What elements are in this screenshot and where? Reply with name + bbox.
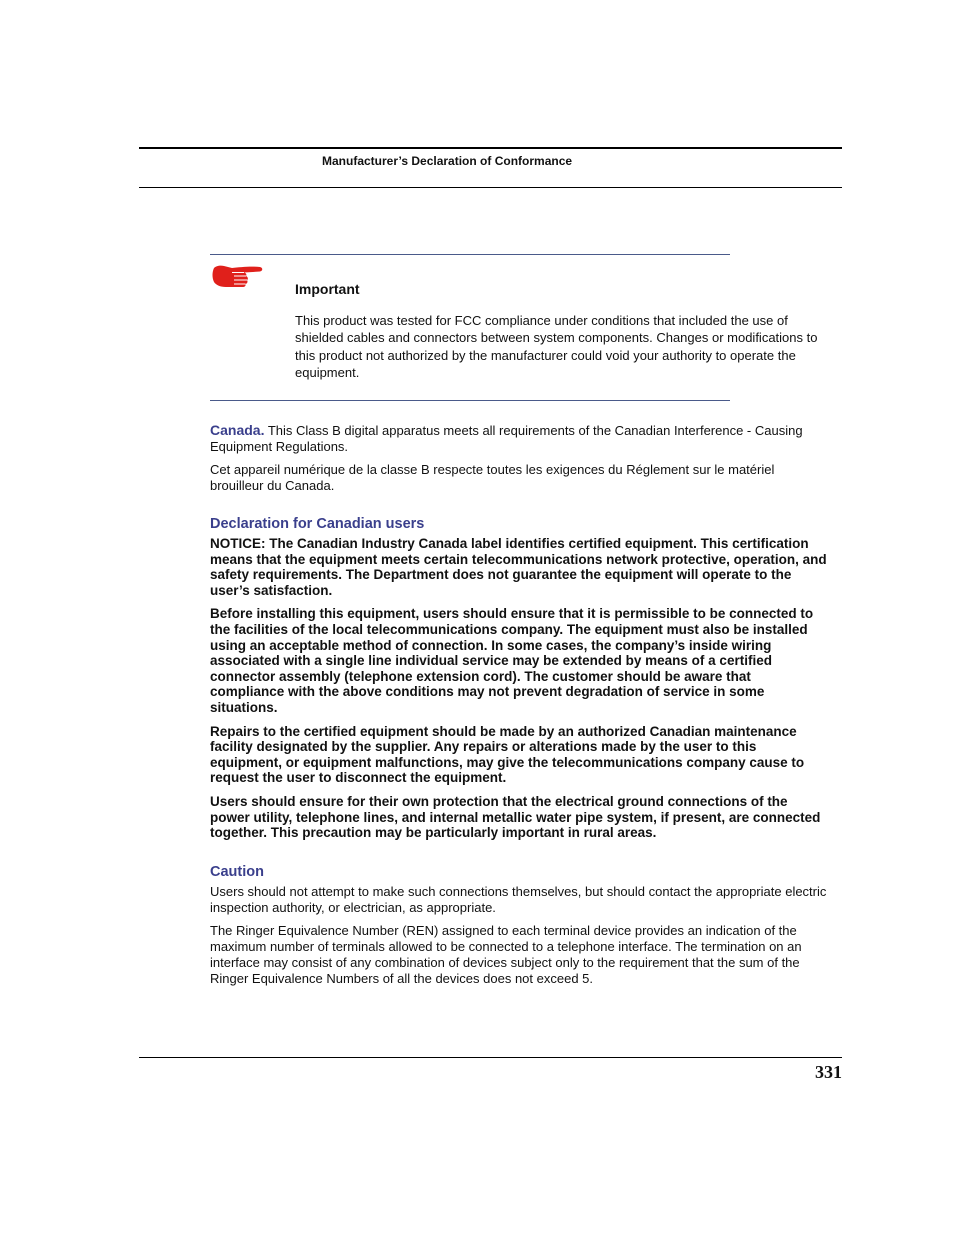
declaration-section <box>210 516 828 849</box>
canada-section <box>210 422 828 501</box>
important-title: Important <box>295 281 360 297</box>
running-head: Manufacturer’s Declaration of Conformance <box>322 154 573 168</box>
declaration-notice-paragraph: NOTICE: The Canadian Industry Canada label identifies certified equipment. This certification means that the equipment meets certain telecommunications network protective, operation, and safety requirements. The Department does not guarantee the equipment will operate to the user’s satisfaction. <box>210 536 827 598</box>
canada-run-in-heading: Canada. <box>210 422 265 438</box>
declaration-grounding-paragraph: Users should ensure for their own protection that the electrical ground connections of the power utility, telephone lines, and internal metallic water pipe system, if present, are connected together. This precaution may be particularly important in rural areas. <box>210 793 821 841</box>
caution-section <box>210 864 828 994</box>
canada-paragraph <box>210 422 828 455</box>
note-rule-top <box>210 254 730 255</box>
caution-heading: Caution <box>210 864 264 880</box>
header-rule-thick <box>139 147 842 149</box>
page-number: 331 <box>815 1062 842 1082</box>
note-rule-bottom <box>210 400 730 401</box>
footer-rule <box>139 1057 842 1058</box>
pointing-hand-icon <box>210 262 264 288</box>
declaration-repairs-paragraph: Repairs to the certified equipment should be made by an authorized Canadian maintenance facility designated by the supplier. Any repairs or alterations made by the user to this equipment, or equipment malfunctions, may give the telecommunications company cause to request the user to disconnect the equipment. <box>210 723 805 786</box>
caution-ren-paragraph: The Ringer Equivalence Number (REN) assigned to each terminal device provides an indication of the maximum number of terminals allowed to be connected to a telephone interface. The termination on an interface may consist of any combination of devices subject only to the requirement that the sum of the Ringer Equivalence Numbers of all the devices does not exceed 5. <box>210 923 802 986</box>
important-text: This product was tested for FCC compliance under conditions that included the use of shielded cables and connectors between system components. Changes or modifications to this product not authorized by the manufacturer could void your authority to operate the equipment. <box>295 313 818 381</box>
canada-french-paragraph: Cet appareil numérique de la classe B respecte toutes les exigences du Réglement sur le matériel brouilleur du Canada. <box>210 462 775 493</box>
declaration-heading: Declaration for Canadian users <box>210 516 425 532</box>
canada-text: This Class B digital apparatus meets all requirements of the Canadian Interference - Causing Equipment Regulations. <box>210 423 803 454</box>
declaration-installation-paragraph: Before installing this equipment, users should ensure that it is permissible to be connected to the facilities of the local telecommunications company. The equipment must also be installed using an acceptable method of connection. In some cases, the company’s inside wiring associated with a single line individual service may be extended by means of a certified connector assembly (telephone extension cord). The customer should be aware that compliance with the above conditions may not prevent degradation of service in some situations. <box>210 606 814 715</box>
header-rule-thin <box>139 187 842 188</box>
caution-connections-paragraph: Users should not attempt to make such connections themselves, but should contact the appropriate electric inspection authority, or electrician, as appropriate. <box>210 884 827 915</box>
